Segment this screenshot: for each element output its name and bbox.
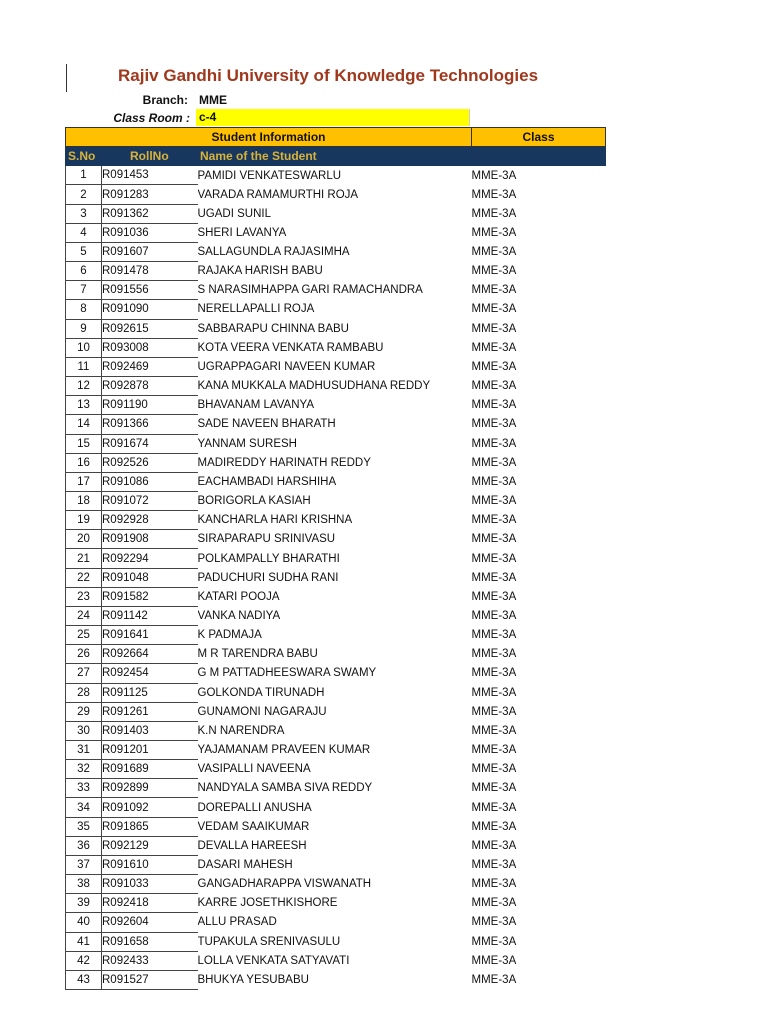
student-name-cell: PAMIDI VENKATESWARLU xyxy=(197,169,342,182)
sno-cell: 40 xyxy=(66,913,102,932)
student-information-header: Student Information xyxy=(66,128,472,147)
sno-cell: 26 xyxy=(66,645,102,664)
class-cell: MME-3A xyxy=(471,437,517,450)
rollno-cell: R091607 xyxy=(102,242,198,261)
rollno-cell: R092615 xyxy=(102,319,198,338)
rollno-column-header: RollNo xyxy=(102,147,198,166)
class-cell: MME-3A xyxy=(471,724,517,737)
class-cell: MME-3A xyxy=(471,169,517,182)
sno-cell: 17 xyxy=(66,472,102,491)
student-name-cell: SIRAPARAPU SRINIVASU xyxy=(197,533,336,546)
class-cell: MME-3A xyxy=(471,418,517,431)
class-cell: MME-3A xyxy=(471,782,517,795)
rollno-cell: R092294 xyxy=(102,549,198,568)
sno-cell: 11 xyxy=(66,357,102,376)
table-row xyxy=(66,798,606,817)
sno-cell: 28 xyxy=(66,683,102,702)
rollno-cell: R091403 xyxy=(102,721,198,740)
student-name-cell: S NARASIMHAPPA GARI RAMACHANDRA xyxy=(197,284,423,297)
rollno-cell: R091261 xyxy=(102,702,198,721)
student-name-cell: YANNAM SURESH xyxy=(197,437,297,450)
rollno-cell: R091527 xyxy=(102,970,198,989)
sno-cell: 34 xyxy=(66,798,102,817)
table-row xyxy=(66,281,606,300)
table-row xyxy=(66,338,606,357)
table-row xyxy=(66,645,606,664)
class-cell: MME-3A xyxy=(471,456,517,469)
sno-cell: 39 xyxy=(66,894,102,913)
sno-cell: 4 xyxy=(66,223,102,242)
table-row xyxy=(66,549,606,568)
table-row xyxy=(66,300,606,319)
sno-cell: 38 xyxy=(66,875,102,894)
student-name-cell: K PADMAJA xyxy=(197,629,262,642)
class-cell: MME-3A xyxy=(471,360,517,373)
student-name-cell: SHERI LAVANYA xyxy=(197,226,287,239)
class-cell: MME-3A xyxy=(471,399,517,412)
class-cell: MME-3A xyxy=(471,571,517,584)
class-cell: MME-3A xyxy=(471,284,517,297)
sno-cell: 20 xyxy=(66,530,102,549)
table-row xyxy=(66,932,606,951)
sno-cell: 18 xyxy=(66,491,102,510)
sno-cell: 13 xyxy=(66,396,102,415)
student-name-cell: GOLKONDA TIRUNADH xyxy=(197,686,325,699)
student-name-cell: BHAVANAM LAVANYA xyxy=(197,399,315,412)
rollno-cell: R091036 xyxy=(102,223,198,242)
student-name-cell: EACHAMBADI HARSHIHA xyxy=(197,475,337,488)
student-name-cell: DEVALLA HAREESH xyxy=(197,839,307,852)
sno-cell: 14 xyxy=(66,415,102,434)
class-group-header: Class xyxy=(472,128,606,147)
student-name-cell: TUPAKULA SRENIVASULU xyxy=(197,935,341,948)
table-row xyxy=(66,185,606,204)
rollno-cell: R091048 xyxy=(102,568,198,587)
sno-cell: 31 xyxy=(66,741,102,760)
student-name-cell: SABBARAPU CHINNA BABU xyxy=(197,322,349,335)
table-row xyxy=(66,970,606,989)
class-cell: MME-3A xyxy=(471,609,517,622)
rollno-cell: R092928 xyxy=(102,511,198,530)
table-row xyxy=(66,855,606,874)
rollno-cell: R091908 xyxy=(102,530,198,549)
class-cell: MME-3A xyxy=(471,629,517,642)
table-row xyxy=(66,779,606,798)
sno-cell: 43 xyxy=(66,970,102,989)
table-row xyxy=(66,396,606,415)
sno-cell: 32 xyxy=(66,760,102,779)
student-name-cell: NANDYALA SAMBA SIVA REDDY xyxy=(197,782,373,795)
group-header-row xyxy=(66,128,606,147)
table-row xyxy=(66,242,606,261)
class-cell: MME-3A xyxy=(471,514,517,527)
rollno-cell: R091190 xyxy=(102,396,198,415)
class-cell: MME-3A xyxy=(471,590,517,603)
class-cell: MME-3A xyxy=(471,533,517,546)
rollno-cell: R091674 xyxy=(102,434,198,453)
sno-cell: 35 xyxy=(66,817,102,836)
sno-cell: 30 xyxy=(66,721,102,740)
page-title: Rajiv Gandhi University of Knowledge Technologies xyxy=(118,66,539,85)
table-row xyxy=(66,664,606,683)
sno-cell: 2 xyxy=(66,185,102,204)
rollno-cell: R091582 xyxy=(102,587,198,606)
sno-cell: 37 xyxy=(66,855,102,874)
sno-cell: 33 xyxy=(66,779,102,798)
student-name-cell: PADUCHURI SUDHA RANI xyxy=(197,571,339,584)
class-cell: MME-3A xyxy=(471,839,517,852)
student-name-cell: KATARI POOJA xyxy=(197,590,280,603)
cell-cursor-line xyxy=(66,64,67,92)
rollno-cell: R093008 xyxy=(102,338,198,357)
student-name-cell: G M PATTADHEESWARA SWAMY xyxy=(197,667,377,680)
class-cell: MME-3A xyxy=(471,188,517,201)
sno-cell: 5 xyxy=(66,242,102,261)
student-name-cell: MADIREDDY HARINATH REDDY xyxy=(197,456,371,469)
table-row xyxy=(66,606,606,625)
rollno-cell: R091125 xyxy=(102,683,198,702)
table-row xyxy=(66,453,606,472)
student-name-cell: VARADA RAMAMURTHI ROJA xyxy=(197,188,359,201)
class-cell: MME-3A xyxy=(471,744,517,757)
rollno-cell: R091072 xyxy=(102,491,198,510)
student-name-cell: KANCHARLA HARI KRISHNA xyxy=(197,514,353,527)
rollno-cell: R092878 xyxy=(102,377,198,396)
class-cell: MME-3A xyxy=(471,820,517,833)
student-name-cell: VASIPALLI NAVEENA xyxy=(197,763,311,776)
class-cell: MME-3A xyxy=(471,246,517,259)
class-cell: MME-3A xyxy=(471,265,517,278)
table-row xyxy=(66,741,606,760)
table-row xyxy=(66,817,606,836)
class-cell: MME-3A xyxy=(471,859,517,872)
rollno-cell: R091362 xyxy=(102,204,198,223)
student-table xyxy=(65,127,606,990)
sno-cell: 15 xyxy=(66,434,102,453)
name-column-header: Name of the Student xyxy=(198,147,472,166)
sno-cell: 25 xyxy=(66,626,102,645)
table-row xyxy=(66,491,606,510)
sno-cell: 42 xyxy=(66,951,102,970)
table-row xyxy=(66,951,606,970)
student-name-cell: KOTA VEERA VENKATA RAMBABU xyxy=(197,341,384,354)
student-name-cell: BHUKYA YESUBABU xyxy=(197,973,309,986)
class-room-value: c-4 xyxy=(196,109,469,126)
class-cell: MME-3A xyxy=(471,341,517,354)
table-row xyxy=(66,511,606,530)
class-room-label: Class Room : xyxy=(113,111,190,125)
rollno-cell: R091086 xyxy=(102,472,198,491)
rollno-cell: R091033 xyxy=(102,875,198,894)
rollno-cell: R092526 xyxy=(102,453,198,472)
rollno-cell: R091641 xyxy=(102,626,198,645)
table-row xyxy=(66,875,606,894)
rollno-cell: R091283 xyxy=(102,185,198,204)
student-name-cell: DOREPALLI ANUSHA xyxy=(197,801,312,814)
rollno-cell: R092418 xyxy=(102,894,198,913)
table-row xyxy=(66,836,606,855)
class-cell: MME-3A xyxy=(471,763,517,776)
rollno-cell: R091453 xyxy=(102,166,198,185)
class-cell: MME-3A xyxy=(471,973,517,986)
class-column-header xyxy=(472,147,606,166)
branch-value: MME xyxy=(199,93,227,107)
table-row xyxy=(66,626,606,645)
table-row xyxy=(66,568,606,587)
student-name-cell: NERELLAPALLI ROJA xyxy=(197,303,315,316)
rollno-cell: R091689 xyxy=(102,760,198,779)
sno-cell: 16 xyxy=(66,453,102,472)
student-name-cell: BORIGORLA KASIAH xyxy=(197,495,311,508)
table-row xyxy=(66,415,606,434)
student-name-cell: YAJAMANAM PRAVEEN KUMAR xyxy=(197,744,371,757)
class-cell: MME-3A xyxy=(471,495,517,508)
class-cell: MME-3A xyxy=(471,897,517,910)
sno-cell: 3 xyxy=(66,204,102,223)
class-cell: MME-3A xyxy=(471,322,517,335)
rollno-cell: R091556 xyxy=(102,281,198,300)
table-row xyxy=(66,894,606,913)
sno-cell: 24 xyxy=(66,606,102,625)
sno-cell: 22 xyxy=(66,568,102,587)
sno-cell: 27 xyxy=(66,664,102,683)
sno-cell: 8 xyxy=(66,300,102,319)
class-cell: MME-3A xyxy=(471,226,517,239)
rollno-cell: R091142 xyxy=(102,606,198,625)
class-cell: MME-3A xyxy=(471,552,517,565)
rollno-cell: R091610 xyxy=(102,855,198,874)
rollno-cell: R091090 xyxy=(102,300,198,319)
sno-cell: 21 xyxy=(66,549,102,568)
class-cell: MME-3A xyxy=(471,380,517,393)
rollno-cell: R091865 xyxy=(102,817,198,836)
table-row xyxy=(66,913,606,932)
student-name-cell: POLKAMPALLY BHARATHI xyxy=(197,552,340,565)
rollno-cell: R091201 xyxy=(102,741,198,760)
table-row xyxy=(66,319,606,338)
sno-cell: 23 xyxy=(66,587,102,606)
rollno-cell: R092604 xyxy=(102,913,198,932)
sno-cell: 1 xyxy=(66,166,102,185)
table-row xyxy=(66,204,606,223)
class-cell: MME-3A xyxy=(471,648,517,661)
rollno-cell: R091658 xyxy=(102,932,198,951)
branch-label: Branch: xyxy=(142,93,188,107)
rollno-cell: R092433 xyxy=(102,951,198,970)
class-cell: MME-3A xyxy=(471,878,517,891)
sno-cell: 19 xyxy=(66,511,102,530)
rollno-cell: R091366 xyxy=(102,415,198,434)
rollno-cell: R092469 xyxy=(102,357,198,376)
student-name-cell: UGRAPPAGARI NAVEEN KUMAR xyxy=(197,360,376,373)
class-cell: MME-3A xyxy=(471,686,517,699)
student-name-cell: DASARI MAHESH xyxy=(197,859,293,872)
cell-divider xyxy=(469,109,470,126)
class-cell: MME-3A xyxy=(471,207,517,220)
student-name-cell: UGADI SUNIL xyxy=(197,207,271,220)
student-table-body xyxy=(66,166,606,990)
sno-cell: 29 xyxy=(66,702,102,721)
table-row xyxy=(66,262,606,281)
student-name-cell: M R TARENDRA BABU xyxy=(197,648,318,661)
student-name-cell: SADE NAVEEN BHARATH xyxy=(197,418,336,431)
sno-cell: 41 xyxy=(66,932,102,951)
table-row xyxy=(66,702,606,721)
class-cell: MME-3A xyxy=(471,801,517,814)
table-row xyxy=(66,472,606,491)
rollno-cell: R092664 xyxy=(102,645,198,664)
class-cell: MME-3A xyxy=(471,935,517,948)
student-name-cell: KANA MUKKALA MADHUSUDHANA REDDY xyxy=(197,380,431,393)
student-name-cell: SALLAGUNDLA RAJASIMHA xyxy=(197,246,350,259)
rollno-cell: R091478 xyxy=(102,262,198,281)
column-header-row xyxy=(66,147,606,166)
rollno-cell: R091092 xyxy=(102,798,198,817)
sno-column-header: S.No xyxy=(66,147,102,166)
student-name-cell: K.N NARENDRA xyxy=(197,724,285,737)
student-name-cell: RAJAKA HARISH BABU xyxy=(197,265,323,278)
student-name-cell: KARRE JOSETHKISHORE xyxy=(197,897,338,910)
table-row xyxy=(66,587,606,606)
class-cell: MME-3A xyxy=(471,916,517,929)
student-name-cell: GANGADHARAPPA VISWANATH xyxy=(197,878,372,891)
rollno-cell: R092129 xyxy=(102,836,198,855)
sno-cell: 7 xyxy=(66,281,102,300)
table-row xyxy=(66,223,606,242)
sno-cell: 36 xyxy=(66,836,102,855)
student-name-cell: VANKA NADIYA xyxy=(197,609,281,622)
rollno-cell: R092899 xyxy=(102,779,198,798)
sno-cell: 10 xyxy=(66,338,102,357)
table-row xyxy=(66,377,606,396)
table-row xyxy=(66,166,606,185)
table-row xyxy=(66,434,606,453)
class-cell: MME-3A xyxy=(471,667,517,680)
sno-cell: 6 xyxy=(66,262,102,281)
student-name-cell: VEDAM SAAIKUMAR xyxy=(197,820,310,833)
sno-cell: 9 xyxy=(66,319,102,338)
class-cell: MME-3A xyxy=(471,303,517,316)
student-name-cell: GUNAMONI NAGARAJU xyxy=(197,705,327,718)
class-cell: MME-3A xyxy=(471,705,517,718)
student-name-cell: LOLLA VENKATA SATYAVATI xyxy=(197,954,350,967)
student-name-cell: ALLU PRASAD xyxy=(197,916,277,929)
class-cell: MME-3A xyxy=(471,954,517,967)
table-row xyxy=(66,721,606,740)
table-row xyxy=(66,683,606,702)
table-row xyxy=(66,530,606,549)
table-row xyxy=(66,760,606,779)
class-cell: MME-3A xyxy=(471,475,517,488)
rollno-cell: R092454 xyxy=(102,664,198,683)
sno-cell: 12 xyxy=(66,377,102,396)
table-row xyxy=(66,357,606,376)
